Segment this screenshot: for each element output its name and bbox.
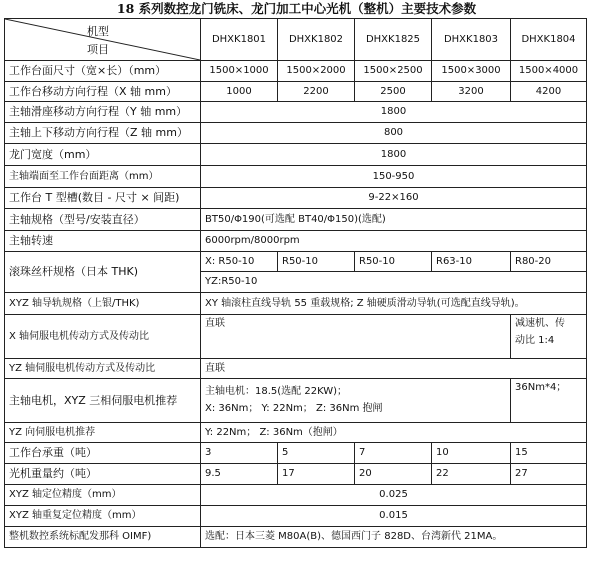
table-cell: 直联 — [201, 359, 587, 379]
table-cell — [511, 315, 587, 359]
table-cell: 1000 — [201, 82, 278, 102]
table-row — [5, 506, 587, 527]
table-cell: 9.5 — [201, 464, 278, 485]
table-cell: 1500×3000 — [432, 61, 511, 82]
row-label: 主轴转速 — [5, 231, 201, 252]
header-item-label: 项目 — [87, 43, 109, 56]
table-row — [5, 166, 587, 188]
table-cell: 直联 — [201, 315, 511, 359]
table-row — [5, 209, 587, 231]
row-label: 主轴端面至工作台面距离（mm） — [5, 166, 201, 188]
cell-line: X: 36Nm； Y: 22Nm； Z: 36Nm 抱闸 — [205, 403, 383, 414]
row-label: 工作台面尺寸（宽×长）（mm） — [5, 61, 201, 82]
row-label: 主轴上下移动方向行程（Z 轴 mm） — [5, 123, 201, 144]
table-cell: 10 — [432, 443, 511, 464]
table-cell: 1800 — [201, 144, 587, 166]
table-cell: 6000rpm/8000rpm — [201, 231, 587, 252]
table-cell: 0.025 — [201, 485, 587, 506]
model-header: DHXK1803 — [432, 19, 511, 61]
table-row — [5, 359, 587, 379]
table-cell: 7 — [355, 443, 432, 464]
table-cell: R63-10 — [432, 252, 511, 272]
table-cell — [201, 379, 511, 423]
table-row — [5, 82, 587, 102]
table-cell: 1500×1000 — [201, 61, 278, 82]
table-row — [5, 485, 587, 506]
table-cell: XY 轴滚柱直线导轨 55 重载规格; Z 轴硬质滑动导轨(可选配直线导轨)。 — [201, 293, 587, 315]
table-cell: 15 — [511, 443, 587, 464]
table-row — [5, 443, 587, 464]
table-cell: 1500×2500 — [355, 61, 432, 82]
row-label: 工作台移动方向行程（X 轴 mm） — [5, 82, 201, 102]
cell-line: 减速机、传 — [515, 318, 565, 329]
table-cell: 150-950 — [201, 166, 587, 188]
table-cell: R50-10 — [278, 252, 355, 272]
cell-line: 主轴电机：18.5(选配 22KW)； — [205, 386, 348, 397]
table-row — [5, 252, 587, 272]
table-row — [5, 61, 587, 82]
row-label: 整机数控系统标配发那科 OIMF) — [5, 527, 201, 548]
row-label: YZ 轴伺服电机传动方式及传动比 — [5, 359, 201, 379]
table-row — [5, 231, 587, 252]
table-row — [5, 293, 587, 315]
row-label: XYZ 轴导轨规格（上银/THK) — [5, 293, 201, 315]
table-row — [5, 379, 587, 423]
table-cell: X: R50-10 — [201, 252, 278, 272]
model-header: DHXK1825 — [355, 19, 432, 61]
table-cell: 20 — [355, 464, 432, 485]
row-label: 工作台承重（吨） — [5, 443, 201, 464]
table-cell: 1800 — [201, 102, 587, 123]
table-row — [5, 144, 587, 166]
table-cell: 1500×4000 — [511, 61, 587, 82]
row-label: XYZ 轴重复定位精度（mm） — [5, 506, 201, 527]
table-cell: BT50/Φ190(可选配 BT40/Φ150)(选配) — [201, 209, 587, 231]
row-label: 龙门宽度（mm） — [5, 144, 201, 166]
table-cell: R80-20 — [511, 252, 587, 272]
row-label: YZ 向伺服电机推荐 — [5, 423, 201, 443]
row-label: XYZ 轴定位精度（mm） — [5, 485, 201, 506]
table-cell: 9-22×160 — [201, 188, 587, 209]
table-row — [5, 123, 587, 144]
table-cell: 5 — [278, 443, 355, 464]
row-label: 滚珠丝杆规格（日本 THK) — [5, 252, 201, 293]
row-label: 工作台 T 型槽(数目 - 尺寸 × 间距) — [5, 188, 201, 209]
cell-line: 动比 1:4 — [515, 335, 555, 346]
table-cell: 27 — [511, 464, 587, 485]
table-row — [5, 464, 587, 485]
table-cell: R50-10 — [355, 252, 432, 272]
table-row — [5, 102, 587, 123]
table-cell: 36Nm*4； — [511, 379, 587, 423]
table-cell: 22 — [432, 464, 511, 485]
page-title: 18 系列数控龙门铣床、龙门加工中心光机（整机）主要技术参数 — [116, 1, 477, 16]
header-row — [5, 19, 587, 61]
table-row — [5, 527, 587, 548]
table-cell: 2200 — [278, 82, 355, 102]
row-label: 主轴电机，XYZ 三相伺服电机推荐 — [5, 379, 201, 423]
model-header: DHXK1804 — [511, 19, 587, 61]
table-row — [5, 188, 587, 209]
table-cell: 0.015 — [201, 506, 587, 527]
model-header: DHXK1802 — [278, 19, 355, 61]
table-cell: 1500×2000 — [278, 61, 355, 82]
table-cell: 选配：日本三菱 M80A(B)、德国西门子 828D、台湾新代 21MA。 — [201, 527, 587, 548]
table-row — [5, 423, 587, 443]
header-diagonal-cell — [5, 19, 201, 61]
table-cell: 17 — [278, 464, 355, 485]
table-cell: 4200 — [511, 82, 587, 102]
table-cell: 3200 — [432, 82, 511, 102]
header-model-label: 机型 — [87, 25, 109, 38]
table-cell: 3 — [201, 443, 278, 464]
row-label: 主轴规格（型号/安装直径） — [5, 209, 201, 231]
table-cell: Y: 22Nm； Z: 36Nm（抱闸） — [201, 423, 587, 443]
table-cell: YZ:R50-10 — [201, 272, 587, 293]
row-label: 主轴滑座移动方向行程（Y 轴 mm） — [5, 102, 201, 123]
row-label: 光机重量约（吨） — [5, 464, 201, 485]
table-cell: 2500 — [355, 82, 432, 102]
spec-table — [4, 18, 587, 548]
row-label: X 轴伺服电机传动方式及传动比 — [5, 315, 201, 359]
table-cell: 800 — [201, 123, 587, 144]
table-row — [5, 315, 587, 359]
model-header: DHXK1801 — [201, 19, 278, 61]
